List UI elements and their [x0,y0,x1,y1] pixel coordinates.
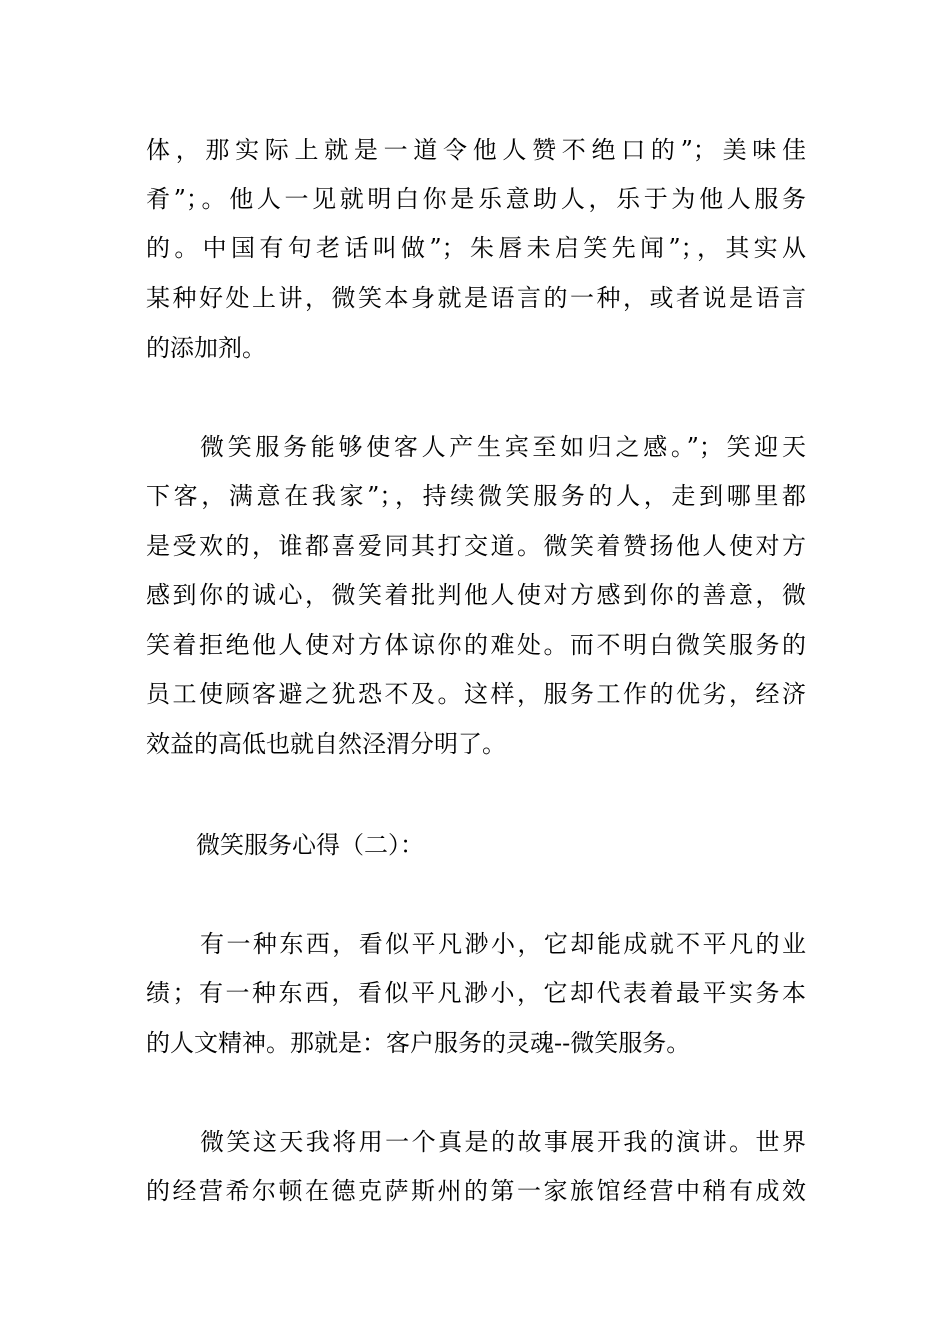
paragraph-1-line-5: 的添加剂。 [146,334,266,362]
paragraph-2-line-7: 效益的高低也就自然泾渭分明了。 [146,730,506,758]
paragraph-1-line-2: 肴”；。他人一见就明白你是乐意助人，乐于为他人服务 [146,185,806,213]
paragraph-3-line-3: 的人文精神。那就是：客户服务的灵魂--微笑服务。 [146,1029,691,1057]
paragraph-1-line-3: 的。中国有句老话叫做”；朱唇未启笑先闻”；，其实从 [146,234,806,262]
paragraph-1-line-1: 体，那实际上就是一道令他人赞不绝口的”；美味佳 [146,136,806,164]
section-heading: 微笑服务心得（二）： [196,831,424,859]
paragraph-4-line-1: 微笑这天我将用一个真是的故事展开我的演讲。世界 [200,1128,806,1156]
paragraph-4-line-2: 的经营希尔顿在德克萨斯州的第一家旅馆经营中稍有成效 [146,1177,806,1205]
paragraph-2-line-4: 感到你的诚心，微笑着批判他人使对方感到你的善意，微 [146,581,806,609]
paragraph-2-line-3: 是受欢的，谁都喜爱同其打交道。微笑着赞扬他人使对方 [146,532,806,560]
paragraph-2-line-5: 笑着拒绝他人使对方体谅你的难处。而不明白微笑服务的 [146,631,806,659]
paragraph-2-line-2: 下客，满意在我家”；，持续微笑服务的人，走到哪里都 [146,482,806,510]
paragraph-1-line-4: 某种好处上讲，微笑本身就是语言的一种，或者说是语言 [146,284,806,312]
paragraph-3-line-1: 有一种东西，看似平凡渺小，它却能成就不平凡的业 [200,930,806,958]
paragraph-3-line-2: 绩；有一种东西，看似平凡渺小，它却代表着最平实务本 [146,979,806,1007]
paragraph-2-line-1: 微笑服务能够使客人产生宾至如归之感。”；笑迎天 [200,433,806,461]
paragraph-2-line-6: 员工使顾客避之犹恐不及。这样，服务工作的优劣，经济 [146,680,806,708]
